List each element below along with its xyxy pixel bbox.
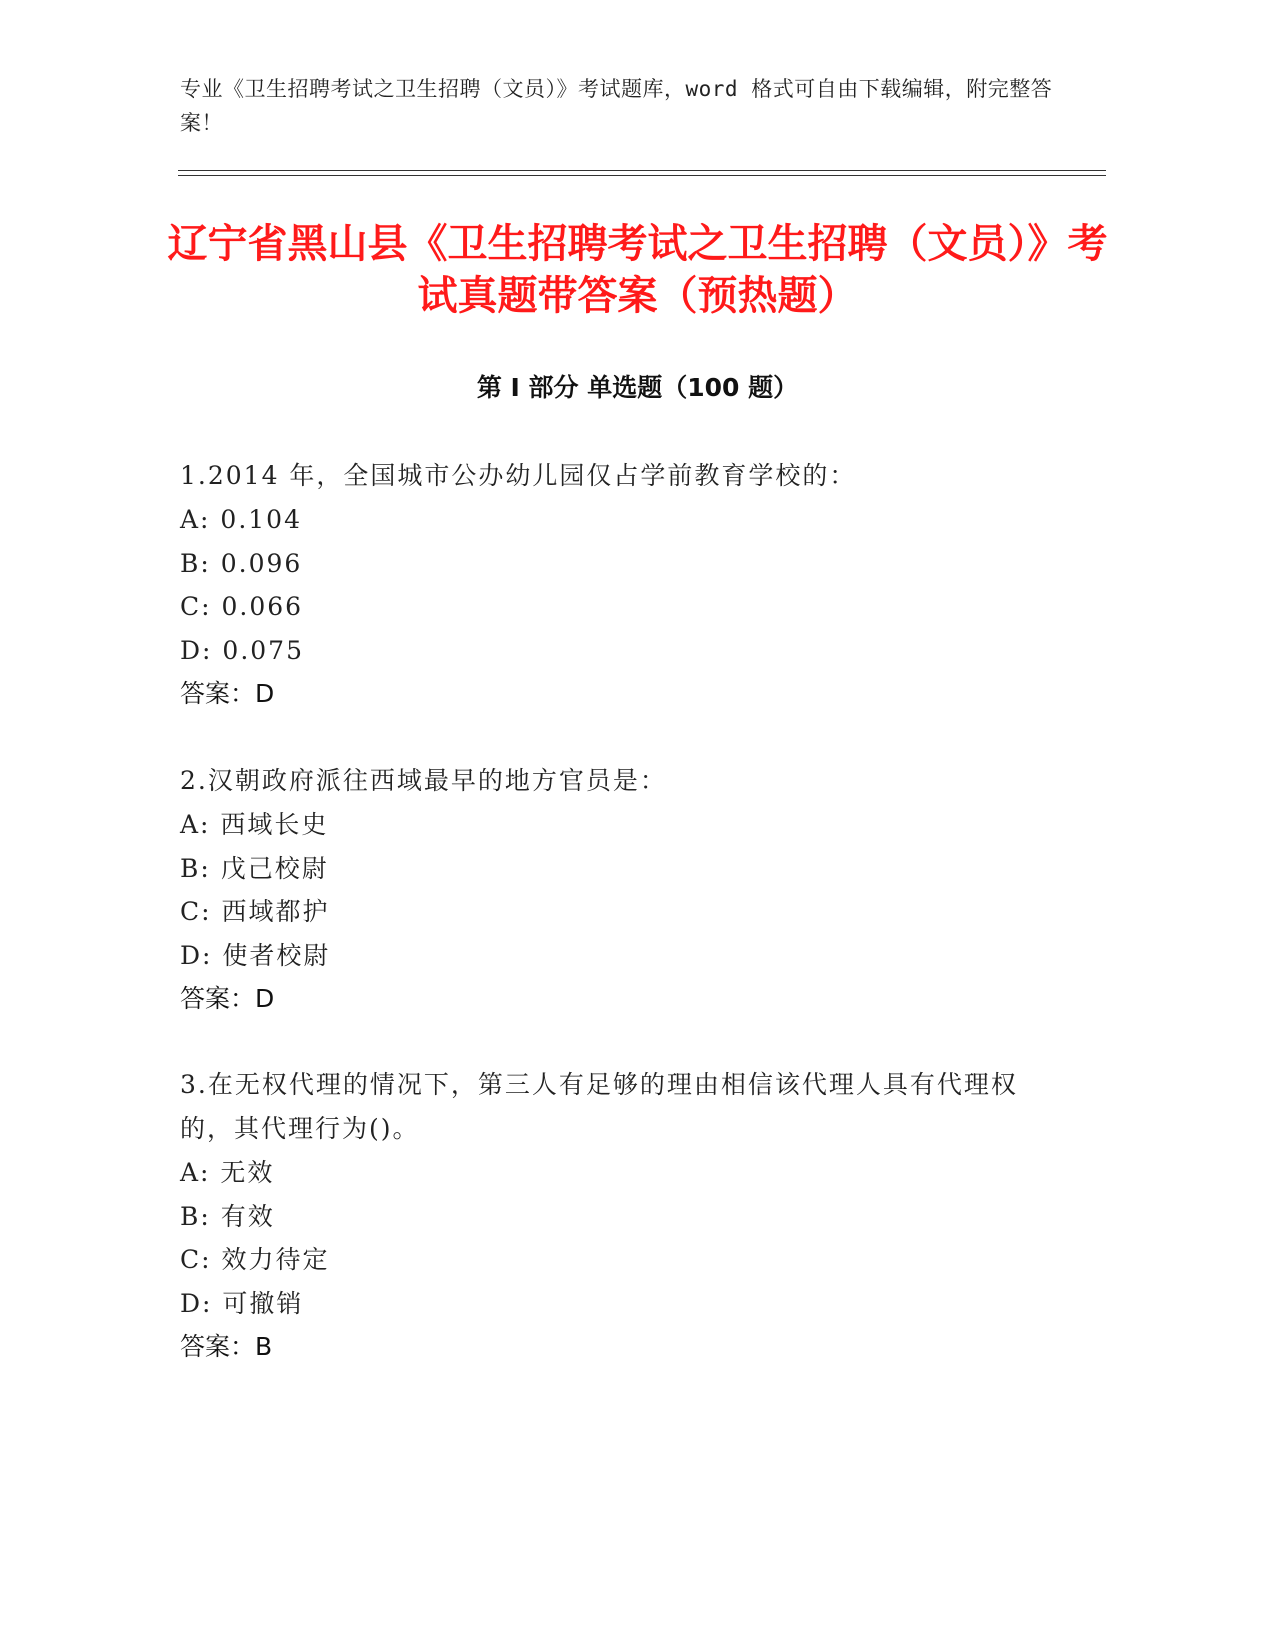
document-title: 辽宁省黑山县《卫生招聘考试之卫生招聘（文员）》考试真题带答案（预热题）: [167, 221, 1108, 319]
answer-line: 答案：D: [180, 984, 275, 1013]
question-item: [180, 1063, 1040, 1369]
question-stem: 2.汉朝政府派往西域最早的地方官员是：: [180, 766, 667, 795]
question-stem: 1.2014 年，全国城市公办幼儿园仅占学前教育学校的：: [180, 461, 857, 490]
section-heading: 第 I 部分 单选题（100 题）: [476, 373, 799, 402]
question-item: [180, 759, 1040, 1021]
option-b: B: 戊己校尉: [180, 853, 329, 883]
answer-line: 答案：B: [180, 1332, 273, 1361]
option-a: A: 无效: [180, 1158, 275, 1187]
header-note: 专业《卫生招聘考试之卫生招聘（文员）》考试题库，word 格式可自由下载编辑，附完整答案！: [180, 77, 1053, 135]
option-c: C: 0.066: [180, 592, 304, 621]
option-d: D: 使者校尉: [180, 940, 331, 970]
question-stem: 3.在无权代理的情况下，第三人有足够的理由相信该代理人具有代理权的，其代理行为()。: [180, 1070, 1018, 1143]
option-b: B: 有效: [180, 1201, 275, 1231]
option-c: C: 效力待定: [180, 1245, 330, 1274]
header-divider-bottom: [178, 175, 1106, 176]
question-item: [180, 454, 1040, 716]
option-a: A: 西域长史: [180, 810, 329, 839]
option-d: D: 可撤销: [180, 1288, 304, 1318]
answer-line: 答案：D: [180, 679, 275, 708]
header-divider-top: [178, 170, 1106, 171]
option-c: C: 西域都护: [180, 897, 330, 926]
option-b: B: 0.096: [180, 548, 303, 578]
option-a: A: 0.104: [180, 505, 302, 534]
option-d: D: 0.075: [180, 635, 304, 665]
